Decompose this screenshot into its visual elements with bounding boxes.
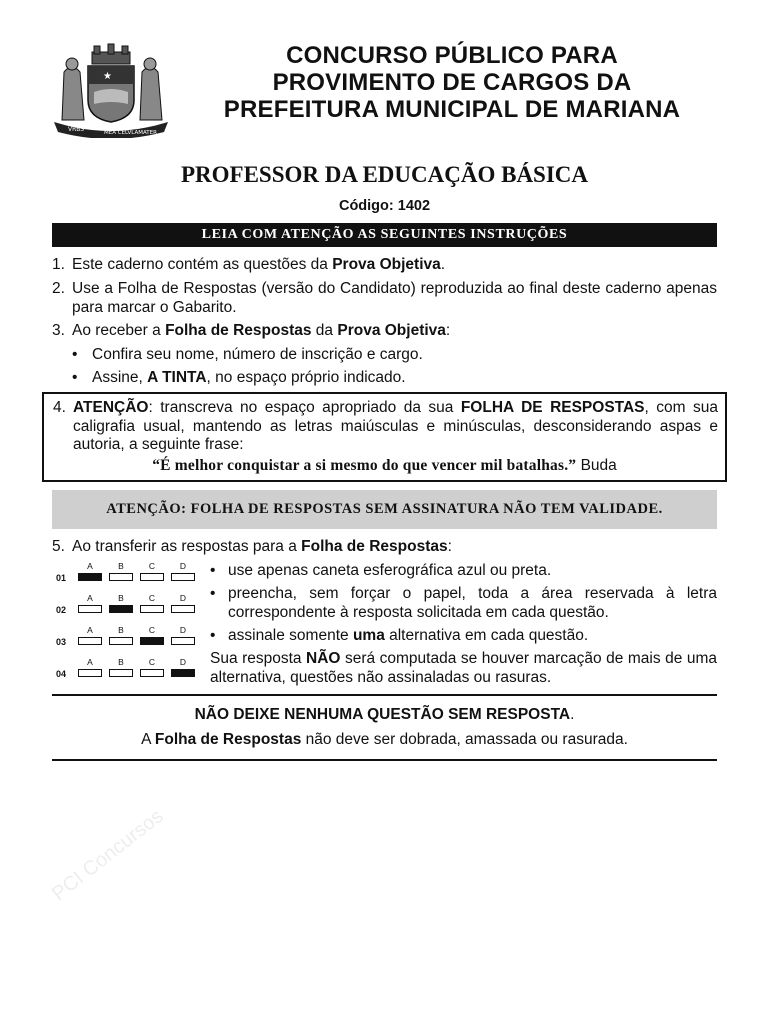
instructions-banner: LEIA COM ATENÇÃO AS SEGUINTES INSTRUÇÕES [52,223,717,247]
bullet-text: preencha, sem forçar o papel, toda a área reservada à letra correspondente à resposta solicitada em cada questão. [228,585,717,621]
bubble-empty [109,669,133,677]
option-letter: D [179,657,187,667]
option-letter: A [87,593,93,603]
bubble-empty [78,637,102,645]
item-bold: FOLHA DE RESPOSTAS [460,399,645,416]
bullet-text: , no espaço próprio indicado. [206,369,406,386]
option-letter: B [118,657,124,667]
svg-text:VRBS: VRBS [68,126,85,133]
question-number: 02 [56,605,67,615]
instruction-item-4 [53,399,718,455]
role-title: PROFESSOR DA EDUCAÇÃO BÁSICA [180,162,589,187]
quote-text: “É melhor conquistar a si mesmo do que vencer mil batalhas.” [152,457,577,474]
option-letter: A [87,561,93,571]
instruction-bullet: • Confira seu nome, número de inscrição e cargo. [72,346,712,365]
note-bold: NÃO [306,650,341,667]
option-letter: C [148,561,156,571]
bubble-filled [109,605,133,613]
item-text: Use a Folha de Respostas (versão do Candidato) reproduzida ao final deste caderno apenas para marcar o Gabarito. [72,280,717,316]
item-number: 3. [52,322,65,339]
option-letter: C [148,593,156,603]
sheet-care-note [52,731,717,750]
item-number: 5. [52,538,65,555]
bubble-empty [140,605,164,613]
item-bold: Folha de Respostas [165,322,312,339]
bullet-bold: uma [352,627,385,644]
signature-warning-banner: ATENÇÃO: FOLHA DE RESPOSTAS SEM ASSINATURA NÃO TEM VALIDADE. [52,490,717,529]
question-number: 01 [56,573,67,583]
option-letter: D [179,625,187,635]
municipal-crest-icon [50,42,172,138]
item-text: : [445,322,451,339]
item-text: . [440,256,446,273]
bullet-text: Assine, [92,369,148,386]
final-warning-text: . [570,706,575,723]
divider-bottom [52,759,717,761]
bullet-bold: A TINTA [147,369,207,386]
bubble-empty [109,573,133,581]
bubble-empty [140,669,164,677]
bubble-empty [171,637,195,645]
note-text: Sua resposta [210,650,307,667]
bullet-text: alternativa em cada questão. [384,627,589,644]
divider-top [52,694,717,696]
document-header-title [178,42,726,123]
answer-sheet-example [52,559,202,687]
quote-line [44,457,725,476]
option-letter: A [87,657,93,667]
bubble-filled [140,637,164,645]
bullet-text: assinale somente [228,627,353,644]
instruction-bullet: • Assine, A TINTA, no espaço próprio indicado. [72,369,406,386]
computation-note [210,650,717,687]
header-title-line: CONCURSO PÚBLICO PARA [286,42,618,69]
bubble-empty [109,637,133,645]
bubble-empty [171,573,195,581]
care-text: A [141,731,155,748]
bubble-empty [140,573,164,581]
item-text: , com sua caligrafia usual, mantendo as letras maiúsculas e minúsculas, desconsiderando aspas e autoria, a seguinte frase: [73,399,718,453]
header-title-line: PROVIMENTO DE CARGOS DA [272,69,632,96]
role-code: Código: 1402 [338,198,431,214]
bubble-empty [171,605,195,613]
item-number: 1. [52,256,65,273]
bullet-text: use apenas caneta esferográfica azul ou preta. [228,562,552,579]
quote-author: Buda [580,457,617,474]
instruction-bullet: • assinale somente uma alternativa em cada questão. [210,627,589,644]
care-bold: Folha de Respostas [154,731,302,748]
option-letter: D [179,593,187,603]
svg-text:★: ★ [103,71,112,82]
option-letter: B [118,625,124,635]
option-letter: C [148,657,156,667]
item-number: 4. [53,399,66,416]
item-bold: Prova Objetiva [332,256,441,273]
bullet-text: Confira seu nome, número de inscrição e cargo. [92,346,423,363]
instruction-bullet: • use apenas caneta esferográfica azul ou preta. [210,562,717,581]
item-text: : [447,538,452,555]
item-text: da [311,322,338,339]
watermark: PCI Concursos [48,805,168,906]
header-title-line: PREFEITURA MUNICIPAL DE MARIANA [223,96,681,123]
answer-row [52,623,202,653]
bubble-filled [78,573,102,581]
instruction-item-5 [52,538,717,557]
answer-row [52,591,202,621]
answer-row [52,655,202,685]
instruction-item-3 [52,322,717,341]
bubble-empty [78,605,102,613]
item-bold: Folha de Respostas [301,538,448,555]
option-letter: D [179,561,187,571]
item-text: Ao transferir as respostas para a [72,538,302,555]
option-letter: A [87,625,93,635]
instruction-bullet: • preencha, sem forçar o papel, toda a área reservada à letra correspondente à resposta solicitada em cada questão. [210,585,717,621]
question-number: 03 [56,637,67,647]
answer-row [52,559,202,589]
svg-text:MEA CELVLAMATER: MEA CELVLAMATER [104,130,157,136]
question-number: 04 [56,669,67,679]
option-letter: B [118,593,124,603]
item-text: : transcreva no espaço apropriado da sua [148,399,461,416]
item-bold: ATENÇÃO [73,399,149,416]
item-number: 2. [52,280,65,297]
option-letter: C [148,625,156,635]
bubble-empty [78,669,102,677]
option-letter: B [118,561,124,571]
note-text: será computada se houver marcação de mais de uma alternativa, questões não assinaladas ou rasuras. [210,650,717,686]
instruction-item-1 [52,256,717,275]
item-text: Ao receber a [72,322,166,339]
bubble-filled [171,669,195,677]
final-warning-bold: NÃO DEIXE NENHUMA QUESTÃO SEM RESPOSTA [194,706,571,723]
final-warning [52,706,717,725]
attention-box [42,392,727,482]
item-text: Este caderno contém as questões da [72,256,333,273]
care-text: não deve ser dobrada, amassada ou rasurada. [301,731,628,748]
instruction-item-2 [52,280,717,317]
item-bold: Prova Objetiva [337,322,446,339]
